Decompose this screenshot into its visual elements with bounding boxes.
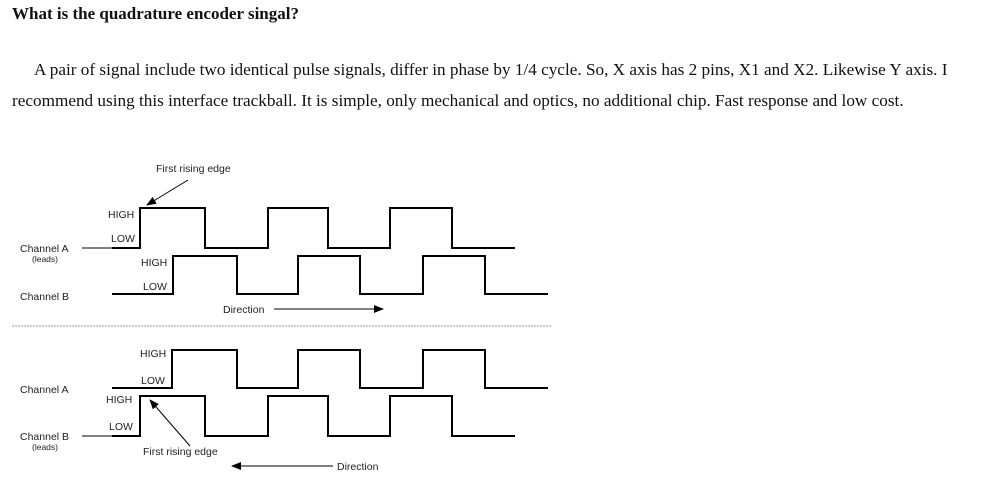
leads-label-top: (leads) — [32, 254, 58, 264]
body-paragraph: A pair of signal include two identical pulse signals, differ in phase by 1/4 cycle. So, X axis has 2 pins, X1 and X2. Likewise Y axis. I recommend using this interface trackball. It is simple, only mechanical and optics, no additional chip. Fast response and low cost. — [12, 60, 948, 110]
direction-label-bottom: Direction — [337, 461, 379, 473]
channel-a-label-top: Channel A — [20, 243, 69, 255]
channel-b-label-bottom: Channel B — [20, 431, 70, 443]
first-rising-edge-arrow-bottom — [150, 400, 190, 446]
high-label-a-top: HIGH — [108, 209, 135, 221]
low-label-b-bottom: LOW — [109, 421, 133, 433]
leads-label-bottom: (leads) — [32, 442, 58, 452]
direction-label-top: Direction — [223, 304, 265, 316]
channel-b-label-top: Channel B — [20, 291, 70, 303]
channel-a-label-bottom: Channel A — [20, 384, 69, 396]
quadrature-encoder-diagram — [0, 150, 1000, 481]
channel-a-waveform-top — [112, 208, 515, 248]
first-rising-edge-label-bottom: First rising edge — [143, 446, 218, 458]
low-label-a-top: LOW — [111, 233, 135, 245]
low-label-b-top: LOW — [143, 281, 167, 293]
first-rising-edge-label-top: First rising edge — [156, 163, 231, 175]
high-label-b-top: HIGH — [141, 257, 168, 269]
channel-a-waveform-bottom — [112, 350, 548, 388]
first-rising-edge-arrow-top — [147, 180, 188, 205]
channel-b-waveform-bottom — [112, 396, 515, 436]
high-label-b-bottom: HIGH — [106, 394, 133, 406]
page-title: What is the quadrature encoder singal? — [12, 4, 299, 23]
high-label-a-bottom: HIGH — [140, 348, 167, 360]
low-label-a-bottom: LOW — [141, 375, 165, 387]
channel-b-waveform-top — [112, 256, 548, 294]
